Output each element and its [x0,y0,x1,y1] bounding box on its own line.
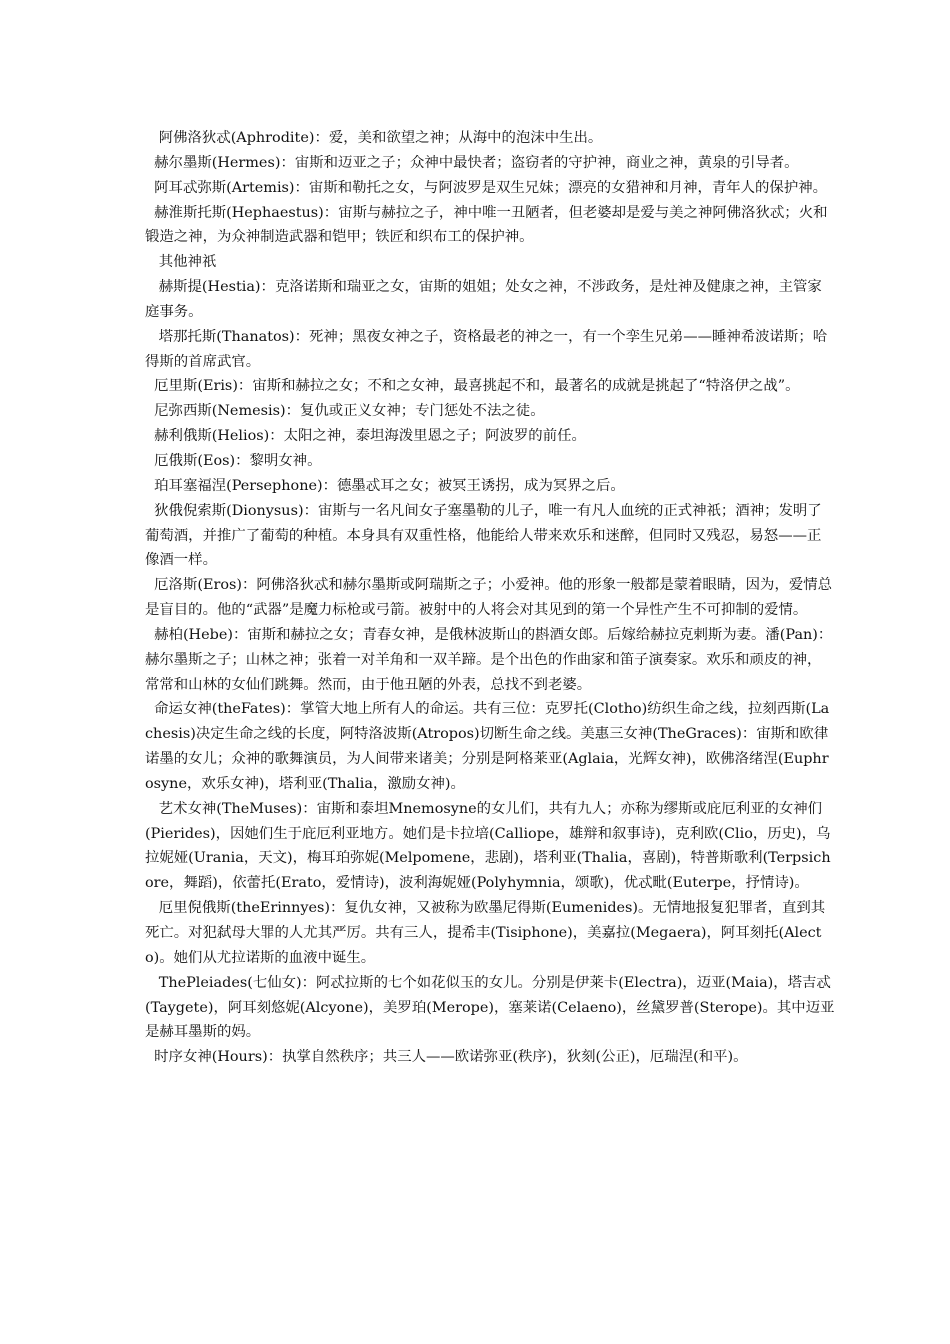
paragraph-eos: 厄俄斯(Eos)：黎明女神。 [145,452,322,469]
paragraph-erinnyes: 厄里倪俄斯(theErinnyes)：复仇女神，又被称为欧墨尼得斯(Eumenides)。无情地报复犯罪者，直到其死亡。对犯弑母大罪的人尤其严厉。共有三人，提希丰(Tisiphone)，美嘉拉(Megaera)，阿耳刻托(Alecto)。她们从尤拉诺斯的血液中诞生。 [145,900,826,966]
paragraph-hebe-pan: 赫柏(Hebe)：宙斯和赫拉之女；青春女神，是俄林波斯山的斟酒女郎。后嫁给赫拉克剌斯为妻。潘(Pan)：赫尔墨斯之子；山林之神；张着一对羊角和一双羊蹄。是个出色的作曲家和笛子演奏家。欢乐和顽皮的神，常常和山林的女仙们跳舞。然而，由于他丑陋的外表，总找不到老婆。 [145,626,833,693]
paragraph-hephaestus: 赫淮斯托斯(Hephaestus)：宙斯与赫拉之子，神中唯一丑陋者，但老婆却是爱与美之神阿佛洛狄忒；火和锻造之神，为众神制造武器和铠甲；铁匠和织布工的保护神。 [145,204,828,246]
paragraph-nemesis: 尼弥西斯(Nemesis)：复仇或正义女神；专门惩处不法之徒。 [145,403,545,420]
paragraph-aphrodite: 阿佛洛狄忒(Aphrodite)：爱，美和欲望之神；从海中的泡沫中生出。 [145,130,603,146]
document-body [145,126,835,1070]
paragraph-dionysus: 狄俄倪索斯(Dionysus)：宙斯与一名凡间女子塞墨勒的儿子，唯一有凡人血统的正式神祇；酒神；发明了葡萄酒，并推广了葡萄的种植。本身具有双重性格，他能给人带来欢乐和迷醉，但同时又残忍，易怒——正像酒一样。 [145,502,822,569]
paragraph-eris: 厄里斯(Eris)：宙斯和赫拉之女；不和之女神，最喜挑起不和，最著名的成就是挑起了“特洛伊之战”。 [145,378,800,395]
paragraph-helios: 赫利俄斯(Helios)：太阳之神，泰坦海泼里恩之子；阿波罗的前任。 [145,428,586,445]
paragraph-thanatos: 塔那托斯(Thanatos)：死神；黑夜女神之子，资格最老的神之一，有一个孪生兄弟——睡神希波诺斯；哈得斯的首席武官。 [145,328,828,370]
paragraph-pleiades: ThePleiades(七仙女)：阿忒拉斯的七个如花似玉的女儿。分别是伊莱卡(Electra)，迈亚(Maia)，塔吉忒(Taygete)，阿耳刻悠妮(Alcyone)，美罗珀(Merope)，塞莱诺(Celaeno)，丝黛罗普(Sterope)。其中迈亚是赫耳墨斯的妈。 [145,974,835,1041]
paragraph-hermes: 赫尔墨斯(Hermes)：宙斯和迈亚之子；众神中最快者；盗窃者的守护神，商业之神，黄泉的引导者。 [145,154,799,171]
section-heading-other-deities: 其他神祇 [145,254,217,271]
paragraph-fates-graces: 命运女神(theFates)：掌管大地上所有人的命运。共有三位：克罗托(Clotho)纺织生命之线，拉刻西斯(Lachesis)决定生命之线的长度，阿特洛波斯(Atropos)切断生命之线。美惠三女神(TheGraces)：宙斯和欧律诺墨的女儿；众神的歌舞演员，为人间带来诸美；分别是阿格莱亚(Aglaia，光辉女神)，欧佛洛绪涅(Euphrosyne，欢乐女神)，塔利亚(Thalia，激励女神)。 [145,701,830,792]
paragraph-eros: 厄洛斯(Eros)：阿佛洛狄忒和赫尔墨斯或阿瑞斯之子；小爱神。他的形象一般都是蒙着眼睛，因为，爱情总是盲目的。他的“武器”是魔力标枪或弓箭。被射中的人将会对其见到的第一个异性产生不可抑制的爱情。 [145,577,833,619]
paragraph-hours: 时序女神(Hours)：执掌自然秩序；共三人——欧诺弥亚(秩序)，狄刻(公正)，厄瑞涅(和平)。 [145,1049,748,1066]
paragraph-hestia: 赫斯提(Hestia)：克洛诺斯和瑞亚之女，宙斯的姐姐；处女之神，不涉政务，是灶神及健康之神，主管家庭事务。 [145,279,822,320]
paragraph-persephone: 珀耳塞福涅(Persephone)：德墨忒耳之女；被冥王诱拐，成为冥界之后。 [145,477,625,494]
paragraph-artemis: 阿耳忒弥斯(Artemis)：宙斯和勒托之女，与阿波罗是双生兄妹；漂亮的女猎神和月神，青年人的保护神。 [145,179,827,196]
paragraph-muses: 艺术女神(TheMuses)：宙斯和泰坦Mnemosyne的女儿们，共有九人；亦称为缪斯或庇厄利亚的女神们(Pierides)，因她们生于庇厄利亚地方。她们是卡拉培(Calliope，雄辩和叙事诗)，克利欧(Clio，历史)，乌拉妮娅(Urania，天文)，梅耳珀弥妮(Melpomene，悲剧)，塔利亚(Thalia，喜剧)，特普斯歌利(Terpsichore，舞蹈)，依蕾托(Erato，爱情诗)，波利海妮娅(Polyhymnia，颂歌)，优忒毗(Euterpe，抒情诗)。 [145,800,831,892]
